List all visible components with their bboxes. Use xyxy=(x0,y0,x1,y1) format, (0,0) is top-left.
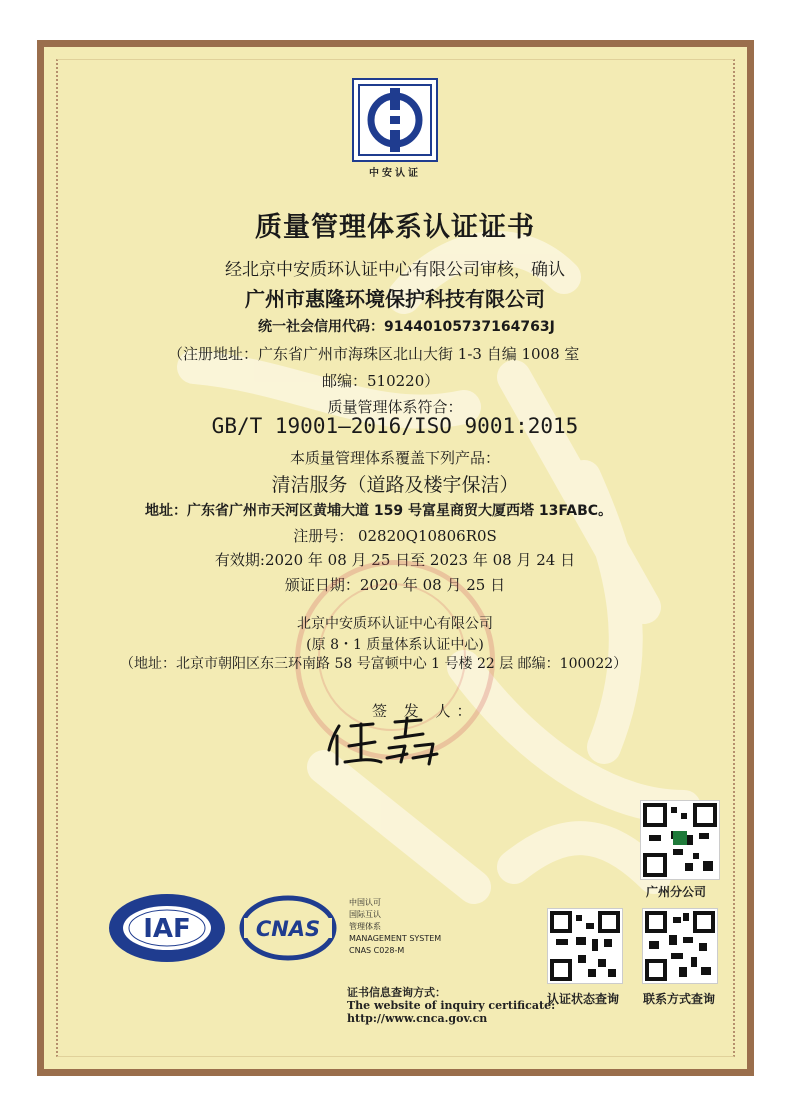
cnas-logo xyxy=(238,892,338,964)
validity-period: 有效期:2020 年 08 月 25 日至 2023 年 08 月 24 日 xyxy=(214,551,576,569)
iaf-logo-text: IAF xyxy=(143,914,191,944)
qr-code-contact[interactable] xyxy=(642,908,718,984)
inquiry-url[interactable]: http://www.cnca.gov.cn xyxy=(347,1012,488,1025)
signer-label: 签 发 人： xyxy=(372,702,478,720)
qr-status-label: 认证状态查询 xyxy=(547,992,620,1006)
issuer-former-name: (原 8・1 质量体系认证中心) xyxy=(306,637,484,653)
cnas-line: 管理体系 xyxy=(349,922,381,931)
registered-address: （注册地址：广东省广州市海珠区北山大街 1-3 自编 1008 室 xyxy=(168,345,580,363)
cnas-line: MANAGEMENT SYSTEM xyxy=(349,934,442,943)
conform-label: 质量管理体系符合： xyxy=(327,398,463,416)
qr-pattern-icon xyxy=(643,909,717,983)
standard-number: GB/T 19001—2016/ISO 9001:2015 xyxy=(211,414,579,438)
qr-code-branch[interactable] xyxy=(640,800,720,880)
postal-code: 邮编：510220） xyxy=(322,372,440,390)
certificate-title: 质量管理体系认证证书 xyxy=(255,212,535,243)
company-name: 广州市惠隆环境保护科技有限公司 xyxy=(245,287,545,311)
qr-branch-label: 广州分公司 xyxy=(646,885,707,899)
cnas-line: CNAS C028-M xyxy=(349,946,405,955)
issuer-name: 北京中安质环认证中心有限公司 xyxy=(297,616,493,632)
coverage-label: 本质量管理体系覆盖下列产品： xyxy=(289,449,500,467)
iaf-logo xyxy=(107,892,227,964)
inquiry-english: The website of inquiry certificate: xyxy=(347,999,556,1012)
cqc-logo xyxy=(352,78,438,162)
logo-emblem-icon xyxy=(354,80,436,160)
credit-code: 统一社会信用代码：91440105737164763J xyxy=(258,319,555,335)
cnas-logo-text: CNAS xyxy=(255,917,321,941)
qr-pattern-icon xyxy=(641,801,719,879)
cnas-line: 中国认可 xyxy=(349,898,381,907)
certification-scope: 清洁服务（道路及楼宇保洁） xyxy=(271,474,519,496)
cnas-accreditation-text xyxy=(349,897,441,957)
registration-number: 注册号： 02820Q10806R0S xyxy=(293,527,497,545)
qr-pattern-icon xyxy=(548,909,622,983)
certificate-intro: 经北京中安质环认证中心有限公司审核，确认 xyxy=(225,260,565,280)
logo-caption: 中安认证 xyxy=(369,168,421,179)
inquiry-label: 证书信息查询方式： xyxy=(347,986,446,999)
cnas-line: 国际互认 xyxy=(349,910,381,919)
qr-contact-label: 联系方式查询 xyxy=(643,992,716,1006)
issuer-address: （地址：北京市朝阳区东三环南路 58 号富顿中心 1 号楼 22 层 邮编：100022） xyxy=(120,656,628,672)
site-address: 地址：广东省广州市天河区黄埔大道 159 号富星商贸大厦西塔 13FABC。 xyxy=(145,503,613,519)
inquiry-info xyxy=(347,986,555,1025)
handwritten-signature xyxy=(325,712,445,772)
issue-date: 颁证日期：2020 年 08 月 25 日 xyxy=(284,576,506,594)
qr-code-status[interactable] xyxy=(547,908,623,984)
